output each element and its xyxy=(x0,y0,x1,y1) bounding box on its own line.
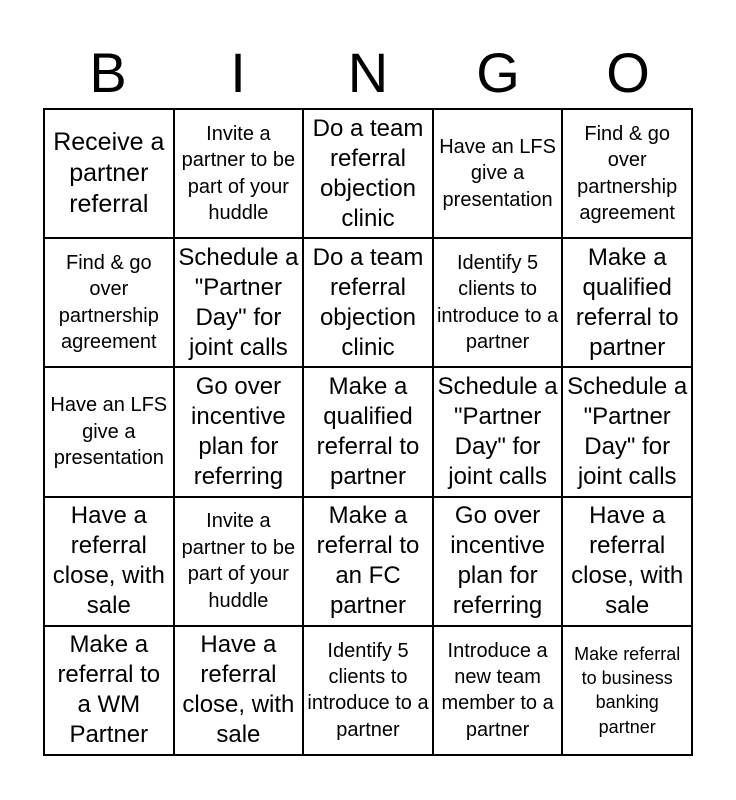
header-letter-o: O xyxy=(606,41,650,104)
bingo-cell-r3-c4[interactable]: Schedule a "Partner Day" for joint calls xyxy=(433,367,563,496)
bingo-cell-r5-c3[interactable]: Identify 5 clients to introduce to a partner xyxy=(303,626,433,755)
bingo-cell-r2-c5[interactable]: Make a qualified referral to partner xyxy=(562,238,692,367)
bingo-cell-r1-c5[interactable]: Find & go over partnership agreement xyxy=(562,109,692,238)
bingo-cell-r2-c1[interactable]: Find & go over partnership agreement xyxy=(44,238,174,367)
bingo-cell-r1-c4[interactable]: Have an LFS give a presentation xyxy=(433,109,563,238)
bingo-cell-r4-c2[interactable]: Invite a partner to be part of your huddle xyxy=(174,497,304,626)
bingo-cell-r5-c5[interactable]: Make referral to business banking partner xyxy=(562,626,692,755)
bingo-cell-r3-c5[interactable]: Schedule a "Partner Day" for joint calls xyxy=(562,367,692,496)
bingo-cell-r1-c3[interactable]: Do a team referral objection clinic xyxy=(303,109,433,238)
bingo-cell-r2-c2[interactable]: Schedule a "Partner Day" for joint calls xyxy=(174,238,304,367)
bingo-header xyxy=(43,38,693,108)
bingo-cell-r4-c3[interactable]: Make a referral to an FC partner xyxy=(303,497,433,626)
bingo-cell-r3-c1[interactable]: Have an LFS give a presentation xyxy=(44,367,174,496)
bingo-cell-r2-c3[interactable]: Do a team referral objection clinic xyxy=(303,238,433,367)
header-letter-n: N xyxy=(347,41,389,104)
bingo-cell-r4-c1[interactable]: Have a referral close, with sale xyxy=(44,497,174,626)
bingo-cell-r5-c1[interactable]: Make a referral to a WM Partner xyxy=(44,626,174,755)
bingo-cell-r4-c4[interactable]: Go over incentive plan for referring xyxy=(433,497,563,626)
bingo-cell-r2-c4[interactable]: Identify 5 clients to introduce to a partner xyxy=(433,238,563,367)
bingo-cell-r1-c1[interactable]: Receive a partner referral xyxy=(44,109,174,238)
bingo-cell-r5-c2[interactable]: Have a referral close, with sale xyxy=(174,626,304,755)
header-letter-g: G xyxy=(476,41,520,104)
bingo-cell-r4-c5[interactable]: Have a referral close, with sale xyxy=(562,497,692,626)
bingo-grid xyxy=(43,108,693,756)
header-letter-b: B xyxy=(89,41,127,104)
bingo-cell-r3-c2[interactable]: Go over incentive plan for referring xyxy=(174,367,304,496)
header-letter-i: I xyxy=(230,41,246,104)
bingo-cell-r5-c4[interactable]: Introduce a new team member to a partner xyxy=(433,626,563,755)
bingo-cell-r1-c2[interactable]: Invite a partner to be part of your huddle xyxy=(174,109,304,238)
bingo-cell-r3-c3[interactable]: Make a qualified referral to partner xyxy=(303,367,433,496)
